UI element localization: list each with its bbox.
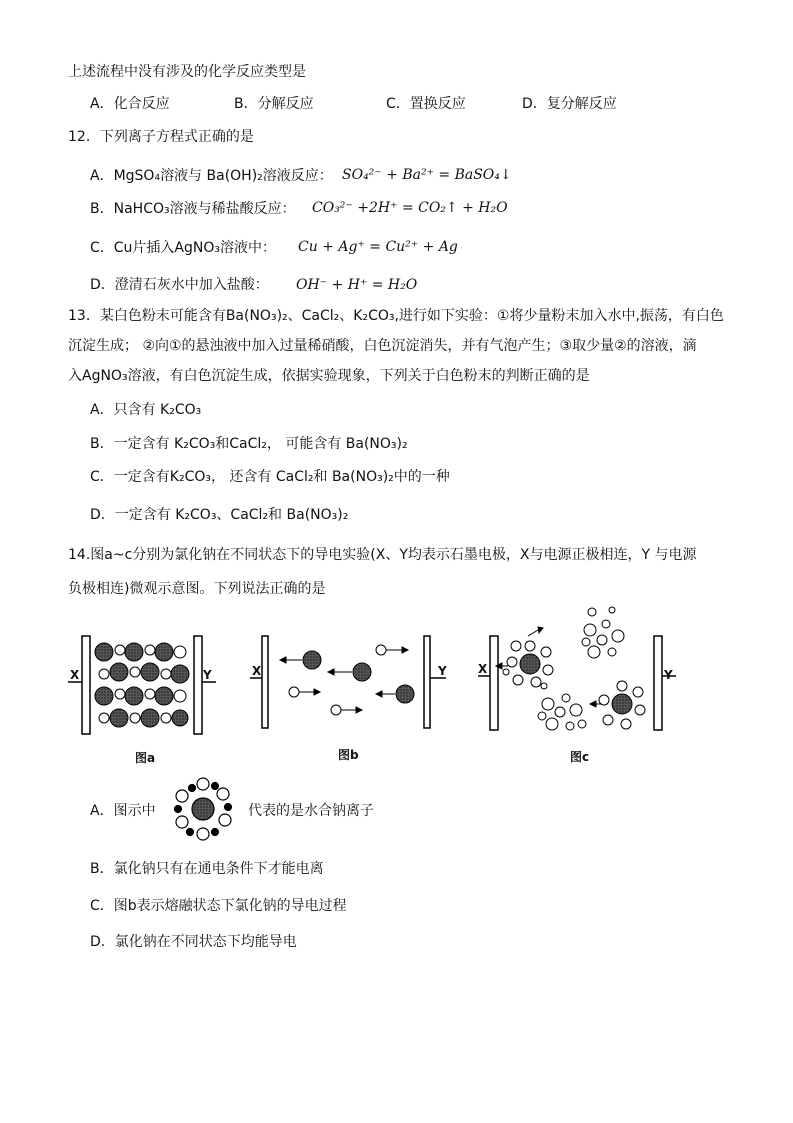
q12-c-text: Cu片插入AgNO₃溶液中：: [113, 240, 276, 256]
q13-stem-line3: 入AgNO₃溶液，有白色沉淀生成，依据实验现象，下列关于白色粉末的判断正确的是: [68, 368, 590, 384]
q14-option-c: C．图b表示熔融状态下氯化钠的导电过程: [90, 898, 347, 914]
q14-option-d: D．氯化钠在不同状态下均能导电: [90, 934, 297, 950]
q14-stem-line1: 14.图a~c分别为氯化钠在不同状态下的导电实验(X、Y均表示石墨电极，X与电源正极相连，Y 与电源: [68, 547, 697, 563]
hydrated-ion-icon: [170, 776, 236, 842]
figure-b-caption: 图b: [338, 748, 359, 762]
q13-stem-line1: 13．某白色粉末可能含有Ba(NO₃)₂、CaCl₂、K₂CO₃,进行如下实验：①将少量粉末加入水中,振荡，有白色: [68, 308, 724, 324]
figure-b-y-label: Y: [438, 664, 447, 678]
q12-option-c: [90, 238, 276, 258]
q12-a-prefix: A．: [90, 168, 114, 184]
q13-option-d: D．一定含有 K₂CO₃、CaCl₂和 Ba(NO₃)₂: [90, 507, 349, 523]
figure-a-caption: 图a: [135, 751, 156, 765]
q13-option-c: C．一定含有K₂CO₃， 还含有 CaCl₂和 Ba(NO₃)₂中的一种: [90, 469, 450, 485]
q12-option-a: [90, 166, 333, 186]
q11-option-a: A．化合反应: [90, 96, 170, 112]
q12-a-text: MgSO₄溶液与 Ba(OH)₂溶液反应：: [113, 168, 333, 184]
figure-a: [68, 628, 228, 738]
q14-stem-line2: 负极相连)微观示意图。下列说法正确的是: [68, 581, 326, 597]
q14-option-a-prefix: A．图示中: [90, 803, 156, 819]
q12-option-d: [90, 275, 269, 295]
q12-b-equation: CO₃²⁻ +2H⁺ = CO₂↑ + H₂O: [312, 200, 508, 216]
q12-b-prefix: B．: [90, 201, 114, 217]
q14-option-a-suffix: 代表的是水合钠离子: [248, 803, 374, 819]
q11-option-b: B．分解反应: [234, 96, 314, 112]
q12-c-equation: Cu + Ag⁺ = Cu²⁺ + Ag: [298, 239, 458, 255]
figure-c-y-label: Y: [664, 668, 673, 682]
q13-option-b: B．一定含有 K₂CO₃和CaCl₂， 可能含有 Ba(NO₃)₂: [90, 436, 408, 452]
figure-c-x-label: X: [478, 662, 488, 676]
q12-b-text: NaHCO₃溶液与稀盐酸反应：: [113, 201, 296, 217]
q11-option-c: C．置换反应: [386, 96, 466, 112]
figure-c: [472, 600, 692, 740]
q11-stem: 上述流程中没有涉及的化学反应类型是: [68, 64, 306, 80]
figure-a-y-label: Y: [203, 668, 212, 682]
figure-c-caption: 图c: [570, 750, 590, 764]
q13-stem-line2: 沉淀生成； ②向①的悬浊液中加入过量稀硝酸，白色沉淀消失，并有气泡产生；③取少量②的溶液，滴: [68, 338, 697, 354]
q13-option-a: A．只含有 K₂CO₃: [90, 402, 202, 418]
q12-stem: 12．下列离子方程式正确的是: [68, 129, 254, 145]
figure-a-x-label: X: [70, 668, 80, 682]
q12-option-b: [90, 199, 296, 219]
q12-a-equation: SO₄²⁻ + Ba²⁺ = BaSO₄↓: [342, 167, 512, 183]
q11-option-d: D．复分解反应: [522, 96, 617, 112]
q12-c-prefix: C．: [90, 240, 114, 256]
q12-d-prefix: D．: [90, 277, 115, 293]
figure-b: [250, 632, 455, 732]
q14-option-b: B．氯化钠只有在通电条件下才能电离: [90, 861, 324, 877]
q12-d-text: 澄清石灰水中加入盐酸：: [114, 277, 269, 293]
q12-d-equation: OH⁻ + H⁺ = H₂O: [296, 277, 418, 293]
figure-b-x-label: X: [252, 664, 262, 678]
